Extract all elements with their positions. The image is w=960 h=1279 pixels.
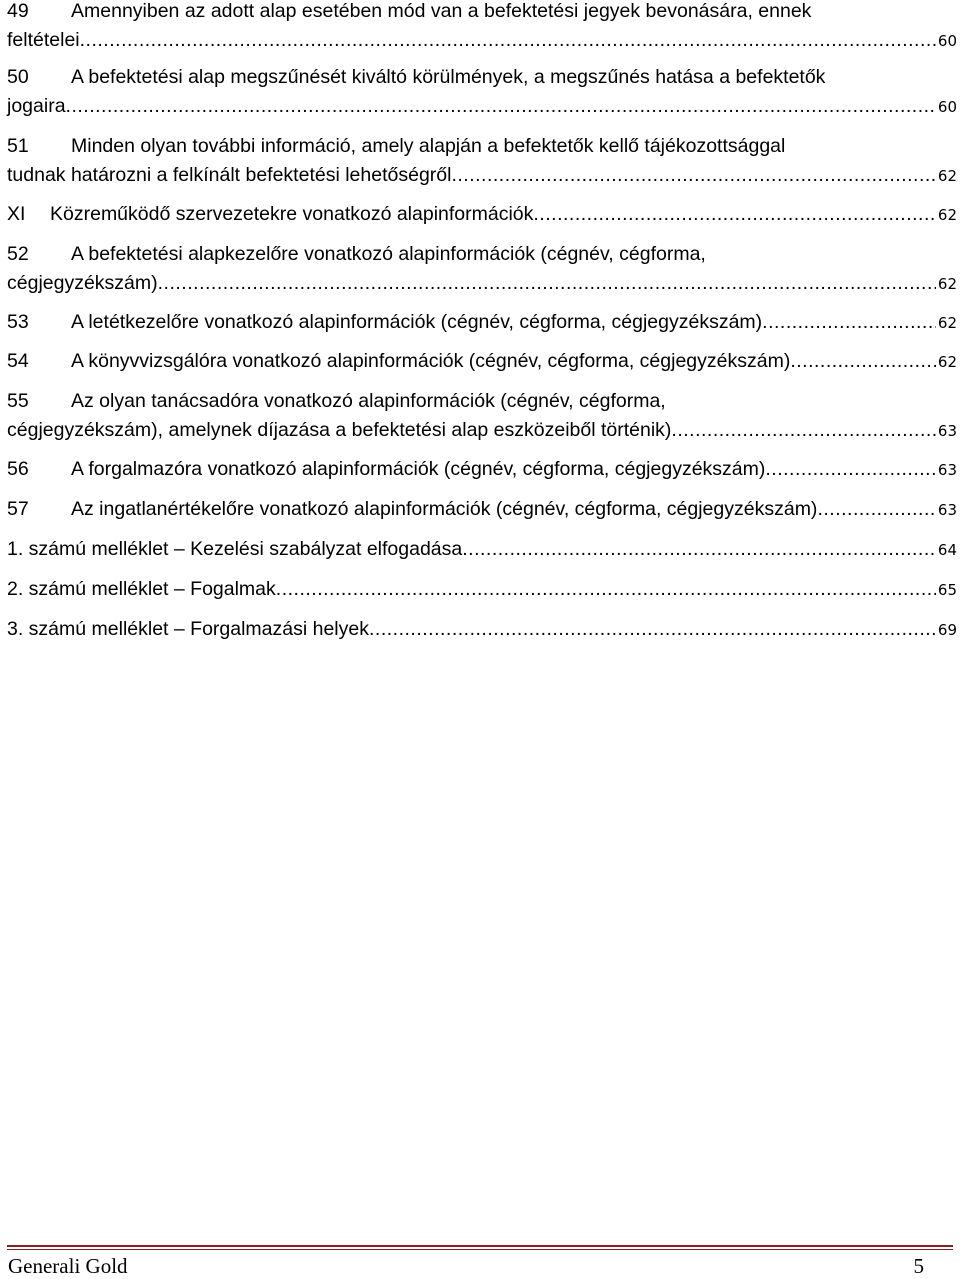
dot-leader bbox=[817, 495, 935, 524]
toc-title-continued: cégjegyzékszám), amelynek díjazása a befektetési alap eszközeiből történik) bbox=[7, 419, 672, 441]
toc-entry-55[interactable] bbox=[7, 387, 957, 445]
dot-leader bbox=[762, 308, 936, 337]
dot-leader bbox=[276, 575, 936, 604]
toc-title: A forgalmazóra vonatkozó alapinformációk (cégnév, cégforma, cégjegyzékszám) bbox=[71, 458, 766, 480]
dot-leader bbox=[451, 161, 935, 190]
toc-page-number: 63 bbox=[937, 422, 957, 440]
dot-leader bbox=[66, 92, 936, 121]
toc-title-continued: cégjegyzékszám) bbox=[7, 272, 158, 294]
toc-title: Az olyan tanácsadóra vonatkozó alapinformációk (cégnév, cégforma, bbox=[71, 390, 666, 412]
toc-title: Közreműködő szervezetekre vonatkozó alapinformációk bbox=[50, 203, 534, 225]
toc-page-number: 62 bbox=[937, 353, 957, 371]
toc-page-number: 64 bbox=[937, 541, 957, 559]
footer-page-number: 5 bbox=[913, 1254, 924, 1278]
toc-page-number: 62 bbox=[937, 167, 957, 185]
toc-title: Minden olyan további információ, amely alapján a befektetők kellő tájékozottsággal bbox=[71, 135, 786, 157]
toc-number: 54 bbox=[7, 350, 29, 372]
toc-title: A könyvvizsgálóra vonatkozó alapinformációk (cégnév, cégforma, cégjegyzékszám) bbox=[71, 350, 791, 372]
toc-title: A befektetési alapkezelőre vonatkozó alapinformációk (cégnév, cégforma, bbox=[71, 243, 706, 265]
toc-number: XI bbox=[7, 203, 26, 225]
dot-leader bbox=[462, 535, 936, 564]
toc-entry-appendix-3[interactable] bbox=[7, 615, 957, 644]
toc-page-number: 60 bbox=[937, 32, 957, 50]
toc-title-continued: tudnak határozni a felkínált befektetési lehetőségről bbox=[7, 164, 452, 186]
toc-number: 49 bbox=[7, 0, 29, 22]
toc-entry-51[interactable] bbox=[7, 132, 957, 190]
toc-page-number: 65 bbox=[937, 581, 957, 599]
toc-number: 51 bbox=[7, 135, 29, 157]
footer-document-title: Generali Gold bbox=[8, 1254, 128, 1278]
dot-leader bbox=[765, 455, 936, 484]
dot-leader bbox=[533, 200, 936, 229]
toc-title: Az ingatlanértékelőre vonatkozó alapinformációk (cégnév, cégforma, cégjegyzékszám) bbox=[71, 498, 818, 520]
toc-entry-56[interactable] bbox=[7, 455, 957, 484]
toc-title: Amennyiben az adott alap esetében mód van a befektetési jegyek bevonására, ennek bbox=[71, 0, 812, 22]
toc-entry-57[interactable] bbox=[7, 495, 957, 524]
toc-title-continued: feltételei bbox=[7, 29, 80, 51]
toc-entry-appendix-1[interactable] bbox=[7, 535, 957, 564]
toc-entry-50[interactable] bbox=[7, 63, 957, 121]
toc-entry-49[interactable] bbox=[7, 0, 957, 55]
toc-page-number: 60 bbox=[937, 98, 957, 116]
toc-page-number: 62 bbox=[937, 314, 957, 332]
toc-page-number: 62 bbox=[937, 206, 957, 224]
toc-title-continued: jogaira bbox=[7, 95, 66, 117]
footer-divider-thick bbox=[7, 1245, 953, 1247]
toc-number: 53 bbox=[7, 311, 29, 333]
dot-leader bbox=[671, 416, 935, 445]
toc-number: 52 bbox=[7, 243, 29, 265]
dot-leader bbox=[790, 347, 936, 376]
toc-number: 57 bbox=[7, 498, 29, 520]
toc-title: A befektetési alap megszűnését kiváltó körülmények, a megszűnés hatása a befektetők bbox=[71, 66, 826, 88]
toc-page-number: 63 bbox=[937, 501, 957, 519]
dot-leader bbox=[369, 615, 936, 644]
dot-leader bbox=[158, 269, 936, 298]
toc-page-number: 69 bbox=[937, 621, 957, 639]
toc-entry-appendix-2[interactable] bbox=[7, 575, 957, 604]
toc-number: 55 bbox=[7, 390, 29, 412]
toc-entry-52[interactable] bbox=[7, 240, 957, 298]
toc-title: 2. számú melléklet – Fogalmak bbox=[7, 578, 276, 600]
toc-number: 56 bbox=[7, 458, 29, 480]
dot-leader bbox=[80, 26, 936, 55]
toc-title: A letétkezelőre vonatkozó alapinformációk (cégnév, cégforma, cégjegyzékszám) bbox=[71, 311, 763, 333]
toc-title: 1. számú melléklet – Kezelési szabályzat elfogadása bbox=[7, 538, 463, 560]
toc-page-number: 63 bbox=[937, 461, 957, 479]
toc-entry-section-xi[interactable] bbox=[7, 200, 957, 229]
toc-page-number: 62 bbox=[937, 275, 957, 293]
toc-entry-53[interactable] bbox=[7, 308, 957, 337]
toc-entry-54[interactable] bbox=[7, 347, 957, 376]
toc-number: 50 bbox=[7, 66, 29, 88]
footer-divider-thin bbox=[7, 1249, 953, 1250]
toc-title: 3. számú melléklet – Forgalmazási helyek bbox=[7, 618, 369, 640]
